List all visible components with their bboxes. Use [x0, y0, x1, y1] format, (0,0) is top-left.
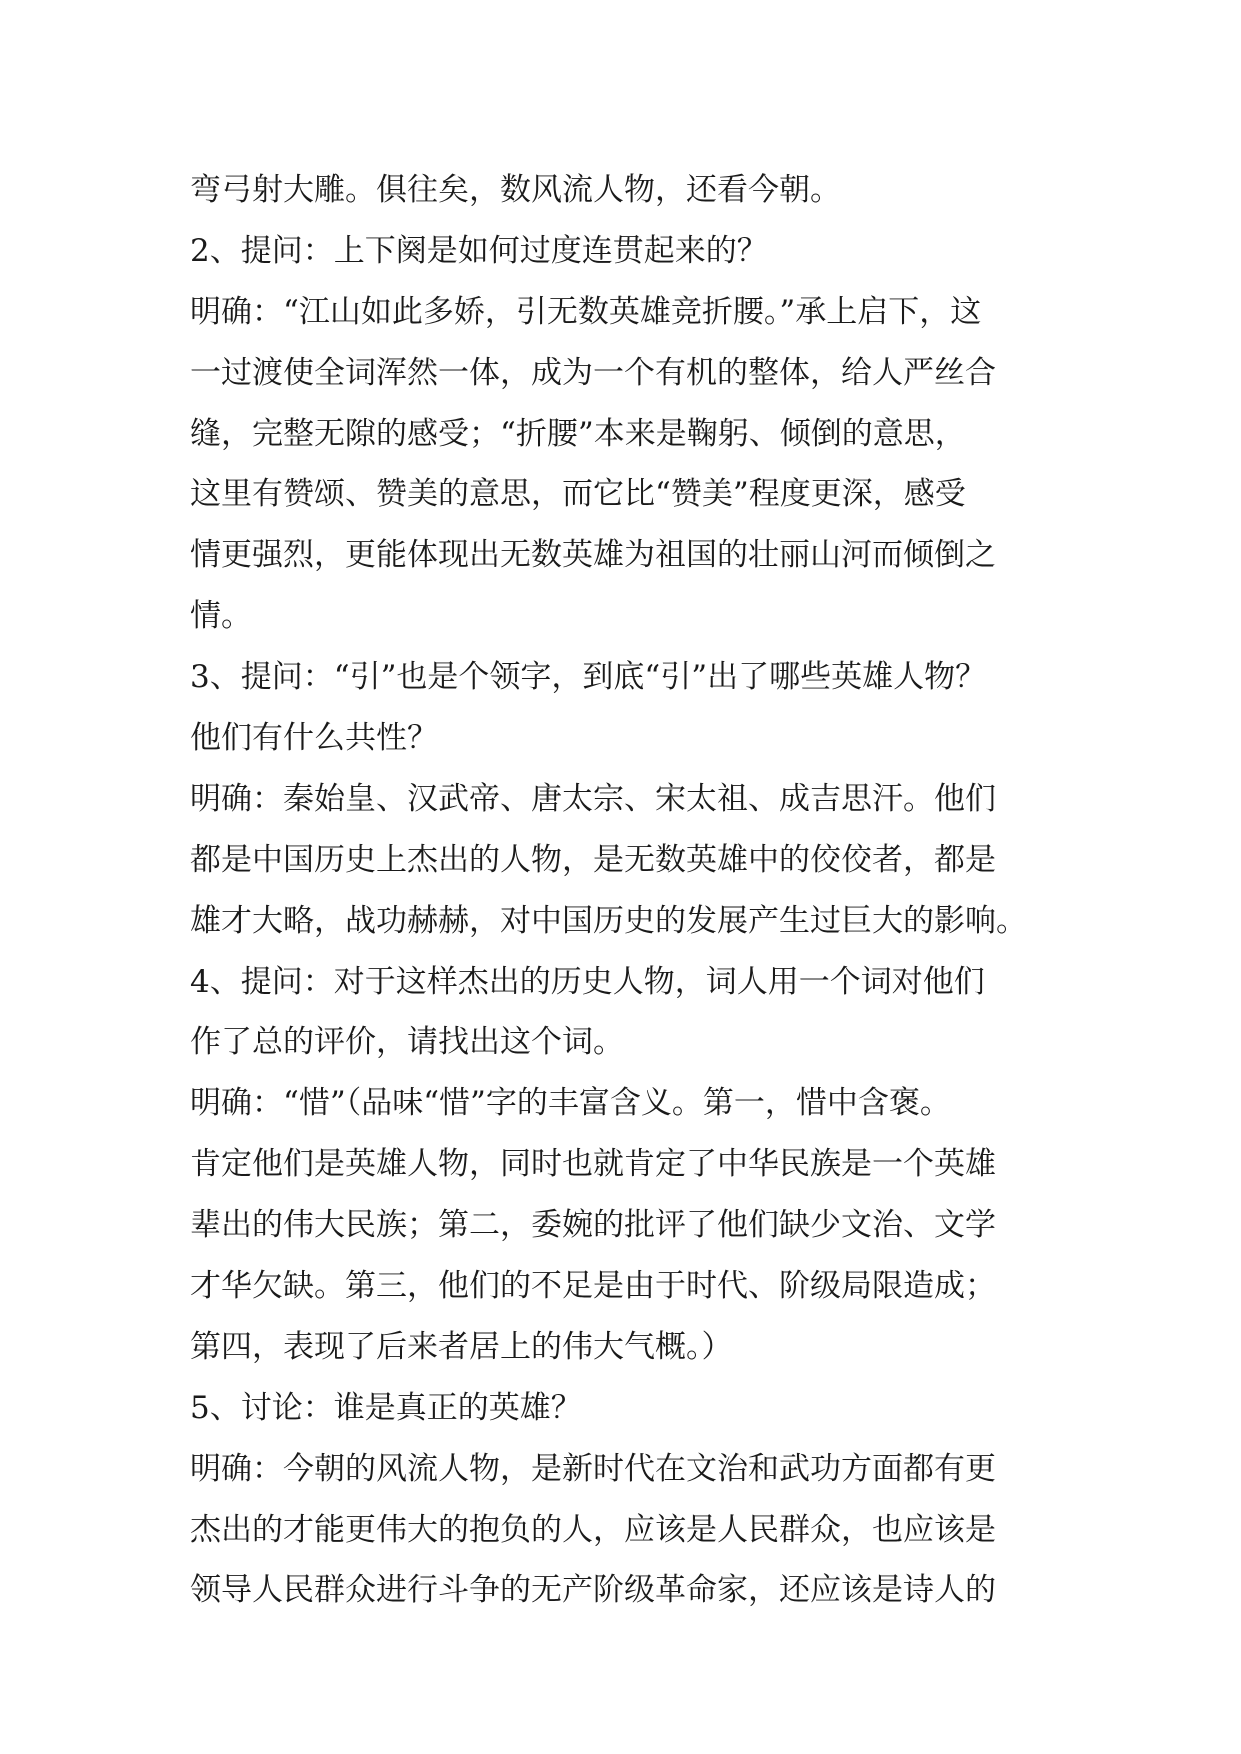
text-line: 明确：秦始皇、汉武帝、唐太宗、宋太祖、成吉思汗。他们: [190, 780, 996, 817]
text-line: 都是中国历史上杰出的人物，是无数英雄中的佼佼者，都是: [190, 841, 996, 878]
text-line: 杰出的才能更伟大的抱负的人，应该是人民群众，也应该是: [190, 1511, 996, 1548]
text-line: 弯弓射大雕。俱往矣，数风流人物，还看今朝。: [190, 172, 841, 208]
text-line: 他们有什么共性？: [190, 720, 438, 757]
text-line: 一过渡使全词浑然一体，成为一个有机的整体，给人严丝合: [190, 354, 996, 391]
text-line: 2、提问：上下阕是如何过度连贯起来的？: [190, 232, 768, 269]
text-line: 4、提问：对于这样杰出的历史人物，词人用一个词对他们: [190, 963, 985, 1000]
text-line: 肯定他们是英雄人物，同时也就肯定了中华民族是一个英雄: [190, 1146, 996, 1183]
text-line: 第四，表现了后来者居上的伟大气概。）: [190, 1328, 733, 1365]
document-body: [190, 160, 1070, 1621]
text-line: 领导人民群众进行斗争的无产阶级革命家，还应该是诗人的: [190, 1572, 996, 1609]
text-line: 辈出的伟大民族；第二，委婉的批评了他们缺少文治、文学: [190, 1207, 996, 1244]
text-line: 明确：今朝的风流人物，是新时代在文治和武功方面都有更: [190, 1450, 996, 1487]
text-line: 情。: [190, 598, 252, 635]
text-line: 这里有赞颂、赞美的意思，而它比“赞美”程度更深，感受: [190, 476, 966, 513]
text-line: 明确：“江山如此多娇，引无数英雄竞折腰。”承上启下，这: [190, 293, 982, 330]
text-line: 雄才大略，战功赫赫，对中国历史的发展产生过巨大的影响。: [190, 902, 1027, 939]
text-line: 3、提问：“引”也是个领字，到底“引”出了哪些英雄人物？: [190, 659, 987, 696]
text-line: 作了总的评价，请找出这个词。: [190, 1024, 624, 1061]
text-line: 明确：“惜”（品味“惜”字的丰富含义。第一，惜中含褒。: [190, 1085, 951, 1122]
text-line: 才华欠缺。第三，他们的不足是由于时代、阶级局限造成；: [190, 1268, 996, 1305]
text-line: 情更强烈，更能体现出无数英雄为祖国的壮丽山河而倾倒之: [190, 537, 996, 574]
text-line: 缝，完整无隙的感受；“折腰”本来是鞠躬、倾倒的意思，: [190, 415, 966, 452]
text-line: 5、讨论：谁是真正的英雄？: [190, 1389, 582, 1426]
